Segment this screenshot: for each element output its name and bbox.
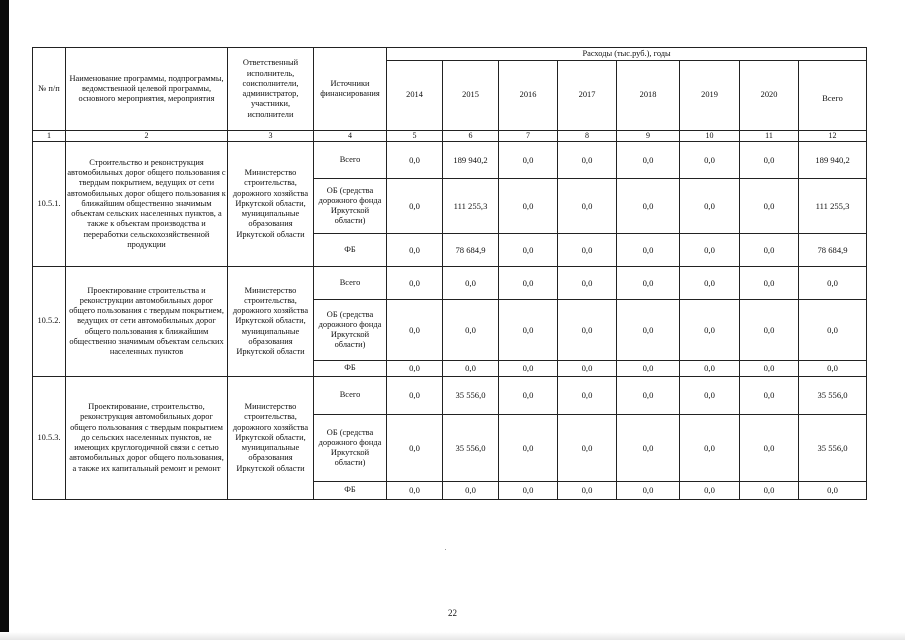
column-number: 2 [66, 131, 228, 142]
value-cell: 0,0 [680, 179, 740, 234]
value-cell: 0,0 [740, 482, 799, 500]
value-cell: 0,0 [387, 300, 443, 361]
header-year: 2018 [617, 61, 680, 131]
value-cell: 0,0 [617, 377, 680, 415]
column-number: 10 [680, 131, 740, 142]
total-cell: 189 940,2 [799, 142, 867, 179]
column-number-row [33, 131, 867, 142]
column-number: 5 [387, 131, 443, 142]
header-name: Наименование программы, подпрограммы, ведомственной целевой программы, основного мероприятия, мероприятия [66, 48, 228, 131]
funding-source: ОБ (средства дорожного фонда Иркутской области) [314, 179, 387, 234]
value-cell: 0,0 [558, 482, 617, 500]
value-cell: 0,0 [740, 267, 799, 300]
funding-source: ФБ [314, 482, 387, 500]
column-number: 12 [799, 131, 867, 142]
value-cell: 0,0 [740, 415, 799, 482]
value-cell: 0,0 [558, 300, 617, 361]
header-year: 2017 [558, 61, 617, 131]
scan-edge-left [0, 0, 9, 640]
value-cell: 0,0 [558, 377, 617, 415]
value-cell: 0,0 [558, 234, 617, 267]
funding-source: Всего [314, 142, 387, 179]
header-year: 2016 [499, 61, 558, 131]
funding-source: ФБ [314, 361, 387, 377]
row-number: 10.5.1. [33, 142, 66, 267]
value-cell: 0,0 [617, 179, 680, 234]
total-cell: 78 684,9 [799, 234, 867, 267]
row-executor: Министерство строительства, дорожного хозяйства Иркутской области, муниципальные образования Иркутской области [228, 267, 314, 377]
header-total: Всего [799, 61, 867, 131]
value-cell: 0,0 [499, 179, 558, 234]
row-activity-name: Проектирование строительства и реконструкции автомобильных дорог общего пользования с твердым покрытием, ведущих от сети автомобильных дорог общего пользования к ближайшим общественно значимым объектам сельских населенных пунктов [66, 267, 228, 377]
row-activity-name: Строительство и реконструкция автомобильных дорог общего пользования с твердым покрытием, ведущих от сети автомобильных дорог общего пользования к ближайшим общественно значимым объектам сельских населенных пунктов, а также к объектам производства и переработки сельскохозяйственной продукции [66, 142, 228, 267]
table-row [33, 377, 867, 415]
header-year: 2014 [387, 61, 443, 131]
row-number: 10.5.2. [33, 267, 66, 377]
value-cell: 0,0 [680, 267, 740, 300]
value-cell: 0,0 [443, 267, 499, 300]
value-cell: 0,0 [740, 300, 799, 361]
header-year: 2019 [680, 61, 740, 131]
column-number: 4 [314, 131, 387, 142]
value-cell: 0,0 [558, 179, 617, 234]
total-cell: 0,0 [799, 267, 867, 300]
funding-source: ОБ (средства дорожного фонда Иркутской области) [314, 415, 387, 482]
header-year: 2015 [443, 61, 499, 131]
page-number: 22 [448, 608, 457, 618]
value-cell: 0,0 [617, 300, 680, 361]
table-row [33, 142, 867, 179]
header-no: № п/п [33, 48, 66, 131]
value-cell: 0,0 [680, 142, 740, 179]
value-cell: 0,0 [740, 361, 799, 377]
column-number: 8 [558, 131, 617, 142]
value-cell: 0,0 [387, 415, 443, 482]
value-cell: 35 556,0 [443, 377, 499, 415]
funding-source: Всего [314, 377, 387, 415]
total-cell: 0,0 [799, 361, 867, 377]
total-cell: 35 556,0 [799, 377, 867, 415]
value-cell: 0,0 [617, 234, 680, 267]
value-cell: 0,0 [387, 142, 443, 179]
value-cell: 0,0 [387, 377, 443, 415]
value-cell: 0,0 [499, 142, 558, 179]
value-cell: 0,0 [740, 234, 799, 267]
value-cell: 0,0 [617, 142, 680, 179]
value-cell: 78 684,9 [443, 234, 499, 267]
value-cell: 0,0 [558, 267, 617, 300]
column-number: 1 [33, 131, 66, 142]
value-cell: 0,0 [740, 377, 799, 415]
scan-speck [445, 549, 446, 550]
value-cell: 189 940,2 [443, 142, 499, 179]
value-cell: 0,0 [499, 361, 558, 377]
scan-edge-bottom [0, 632, 905, 640]
value-cell: 0,0 [443, 300, 499, 361]
value-cell: 0,0 [387, 234, 443, 267]
row-number: 10.5.3. [33, 377, 66, 500]
value-cell: 0,0 [499, 234, 558, 267]
column-number: 3 [228, 131, 314, 142]
value-cell: 0,0 [499, 377, 558, 415]
value-cell: 0,0 [499, 300, 558, 361]
header-row [33, 48, 867, 61]
column-number: 9 [617, 131, 680, 142]
value-cell: 0,0 [558, 142, 617, 179]
total-cell: 35 556,0 [799, 415, 867, 482]
value-cell: 0,0 [443, 361, 499, 377]
total-cell: 0,0 [799, 300, 867, 361]
value-cell: 0,0 [617, 482, 680, 500]
value-cell: 0,0 [680, 482, 740, 500]
row-executor: Министерство строительства, дорожного хозяйства Иркутской области, муниципальные образования Иркутской области [228, 142, 314, 267]
value-cell: 111 255,3 [443, 179, 499, 234]
total-cell: 111 255,3 [799, 179, 867, 234]
value-cell: 0,0 [387, 482, 443, 500]
header-year: 2020 [740, 61, 799, 131]
value-cell: 0,0 [558, 415, 617, 482]
funding-source: ФБ [314, 234, 387, 267]
header-expenses: Расходы (тыс.руб.), годы [387, 48, 867, 61]
expenses-table [32, 47, 867, 500]
row-activity-name: Проектирование, строительство, реконструкция автомобильных дорог общего пользования с твердым покрытием до сельских населенных пунктов, не имеющих круглогодичной связи с сетью автомобильных дорог общего пользования, а также их капитальный ремонт и ремонт [66, 377, 228, 500]
value-cell: 0,0 [387, 267, 443, 300]
table-row [33, 267, 867, 300]
header-executor: Ответственный исполнитель, соисполнители, администратор, участники, исполнители [228, 48, 314, 131]
value-cell: 0,0 [499, 482, 558, 500]
column-number: 7 [499, 131, 558, 142]
value-cell: 0,0 [680, 234, 740, 267]
value-cell: 0,0 [680, 377, 740, 415]
value-cell: 0,0 [680, 415, 740, 482]
funding-source: ОБ (средства дорожного фонда Иркутской области) [314, 300, 387, 361]
value-cell: 0,0 [558, 361, 617, 377]
value-cell: 0,0 [740, 179, 799, 234]
value-cell: 0,0 [499, 267, 558, 300]
total-cell: 0,0 [799, 482, 867, 500]
column-number: 11 [740, 131, 799, 142]
row-executor: Министерство строительства, дорожного хозяйства Иркутской области, муниципальные образования Иркутской области [228, 377, 314, 500]
funding-source: Всего [314, 267, 387, 300]
value-cell: 0,0 [387, 361, 443, 377]
value-cell: 0,0 [499, 415, 558, 482]
value-cell: 0,0 [617, 267, 680, 300]
value-cell: 0,0 [617, 361, 680, 377]
value-cell: 0,0 [387, 179, 443, 234]
value-cell: 0,0 [680, 300, 740, 361]
value-cell: 0,0 [740, 142, 799, 179]
value-cell: 0,0 [617, 415, 680, 482]
column-number: 6 [443, 131, 499, 142]
value-cell: 0,0 [680, 361, 740, 377]
value-cell: 0,0 [443, 482, 499, 500]
header-sources: Источники финансирования [314, 48, 387, 131]
value-cell: 35 556,0 [443, 415, 499, 482]
